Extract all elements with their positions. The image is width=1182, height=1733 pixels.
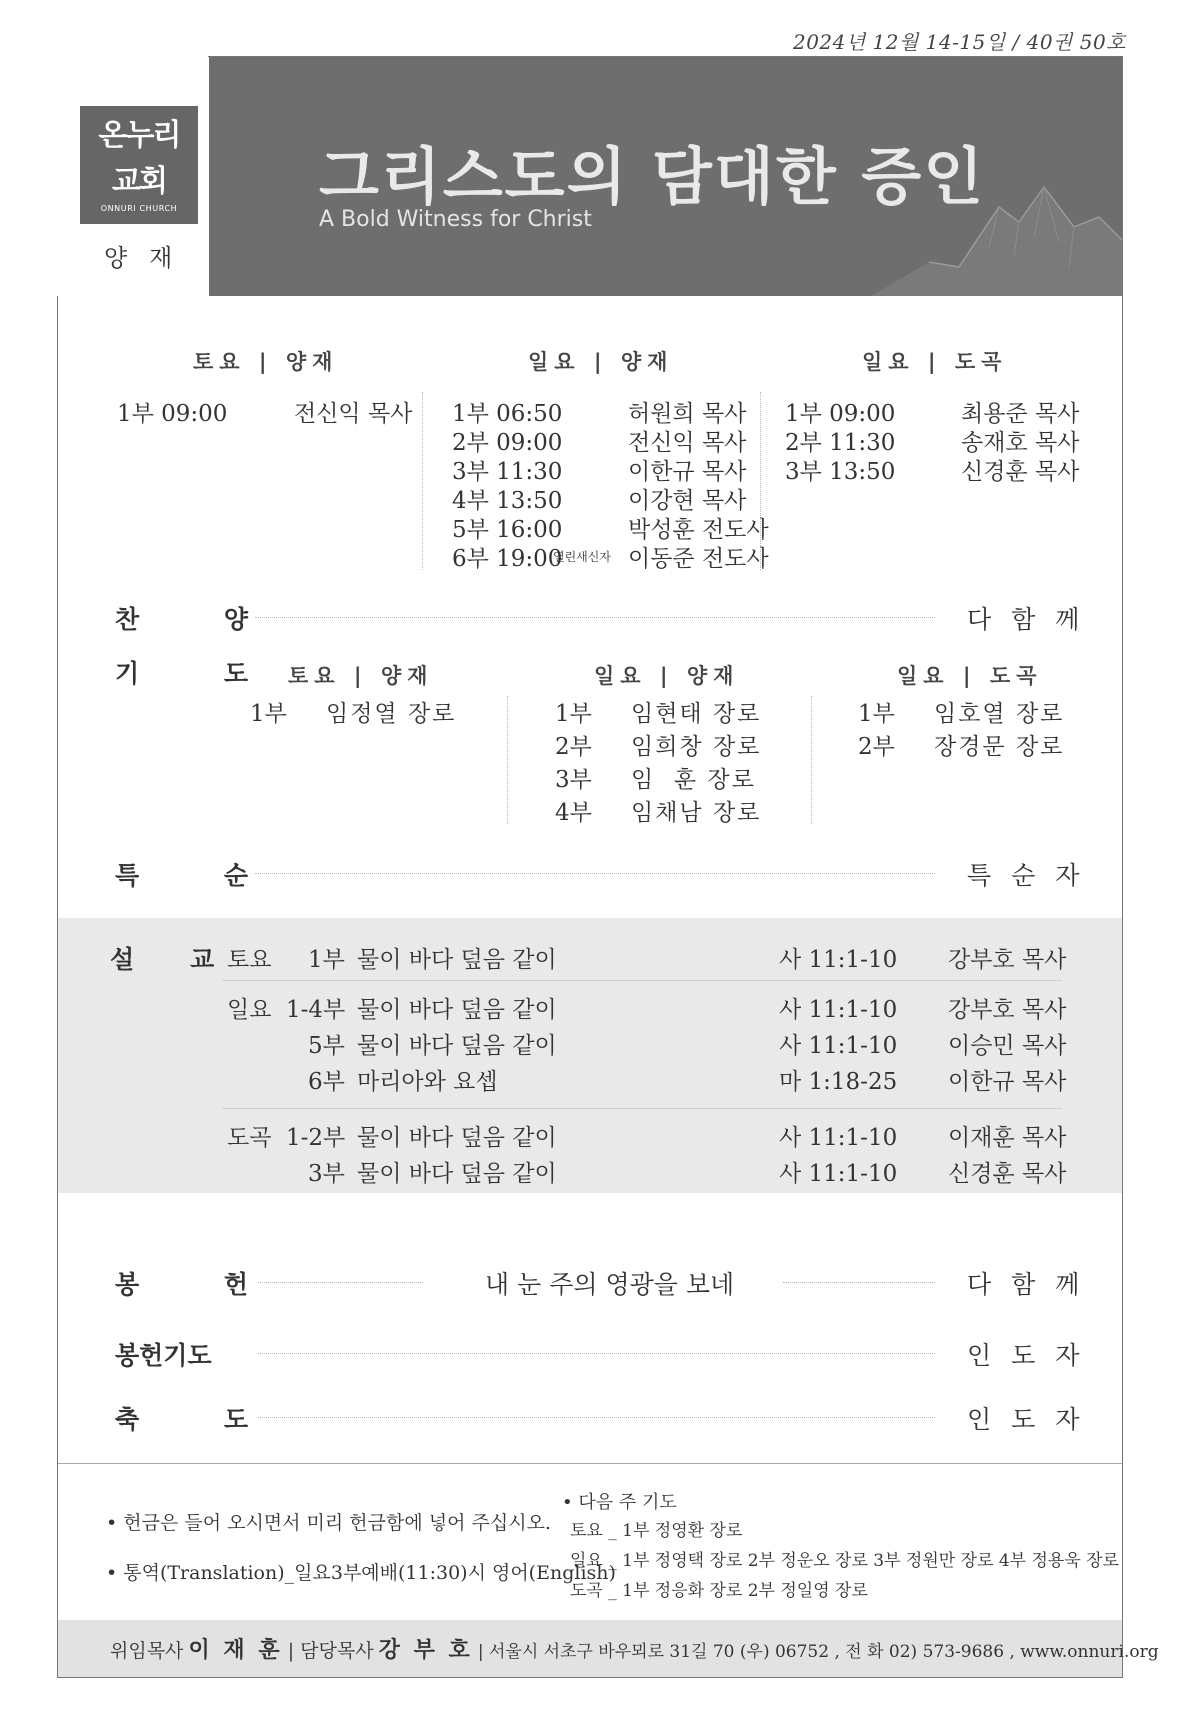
praise-label: 찬 양 bbox=[115, 605, 287, 634]
sermon-speaker: 강부호 목사 bbox=[948, 947, 1067, 973]
offering-prayer-label: 봉헌기도 bbox=[115, 1341, 212, 1370]
sermon-speaker: 이한규 목사 bbox=[948, 1069, 1067, 1095]
worship-preacher: 최용준 목사 bbox=[961, 401, 1080, 427]
worship-preacher: 전신익 목사 bbox=[294, 401, 413, 427]
senior-pastor-name: 이 재 훈 bbox=[188, 1637, 283, 1663]
worship-time: 6부 19:00 bbox=[452, 546, 563, 572]
sermon-ref: 마 1:18-25 bbox=[779, 1069, 898, 1095]
prayer-part: 2부 bbox=[858, 734, 895, 760]
worship-preacher: 신경훈 목사 bbox=[961, 459, 1080, 485]
prayer-head-sun-dogok: 일요 | 도곡 bbox=[897, 664, 1043, 688]
notice-offering: • 헌금은 들어 오시면서 미리 헌금함에 넣어 주십시오. bbox=[106, 1512, 551, 1534]
worship-head-sun-dogok: 일요 | 도곡 bbox=[862, 350, 1008, 374]
banner bbox=[209, 57, 1122, 296]
divider bbox=[811, 696, 812, 824]
special-label: 특 순 bbox=[115, 861, 287, 890]
worship-note: 열린새신자 bbox=[553, 550, 611, 564]
leader-dots bbox=[255, 617, 935, 618]
footer-line: 위임목사 이 재 훈 | 담당목사 강 부 호 | 서울시 서초구 바우뫼로 31길 70 (우) 06752 , 전 화 02) 573-9686 , www.onnuri.org bbox=[110, 1637, 1159, 1663]
prayer-part: 1부 bbox=[250, 701, 287, 727]
worship-preacher: 허원희 목사 bbox=[628, 401, 747, 427]
leader-dots bbox=[783, 1282, 935, 1283]
sermon-part: 1부 bbox=[308, 947, 345, 973]
prayer-name: 임희창 장로 bbox=[631, 734, 762, 760]
prayer-head-sun-yangjae: 일요 | 양재 bbox=[594, 664, 740, 688]
prayer-name: 임호열 장로 bbox=[934, 701, 1065, 727]
lead-pastor-role: 담당목사 bbox=[300, 1640, 374, 1662]
issue-info: 2024년 12월 14-15일 / 40권 50호 bbox=[792, 30, 1126, 54]
prayer-part: 1부 bbox=[858, 701, 895, 727]
next-week-sun: 일요 _ 1부 정영택 장로 2부 정운오 장로 3부 정원만 장로 4부 정용욱 장로 bbox=[570, 1551, 1119, 1571]
worship-head-sun-yangjae: 일요 | 양재 bbox=[528, 350, 674, 374]
sermon-speaker: 강부호 목사 bbox=[948, 997, 1067, 1023]
prayer-name: 장경문 장로 bbox=[934, 734, 1065, 760]
offering-right: 다 함 께 bbox=[967, 1270, 1086, 1299]
sermon-ref: 사 11:1-10 bbox=[779, 1033, 898, 1059]
lead-pastor-name: 강 부 호 bbox=[378, 1637, 473, 1663]
worship-preacher: 이강현 목사 bbox=[628, 488, 747, 514]
prayer-part: 1부 bbox=[555, 701, 592, 727]
leader-dots bbox=[258, 1353, 935, 1354]
campus-location: 양재 bbox=[104, 244, 195, 272]
sermon-ref: 사 11:1-10 bbox=[779, 1161, 898, 1187]
worship-time: 1부 09:00 bbox=[785, 401, 896, 427]
worship-preacher: 박성훈 전도사 bbox=[628, 517, 769, 543]
sermon-title: 물이 바다 덮음 같이 bbox=[357, 1161, 557, 1187]
sermon-title: 물이 바다 덮음 같이 bbox=[357, 947, 557, 973]
sermon-label-2: 교 bbox=[190, 945, 215, 974]
logo-en: ONNURI CHURCH bbox=[100, 204, 178, 213]
next-week-sat: 토요 _ 1부 정영환 장로 bbox=[570, 1521, 743, 1541]
sermon-day: 토요 bbox=[227, 947, 272, 973]
sermon-ref: 사 11:1-10 bbox=[779, 947, 898, 973]
praise-right: 다 함 께 bbox=[967, 605, 1086, 634]
worship-time: 1부 09:00 bbox=[117, 401, 228, 427]
special-right: 특 순 자 bbox=[967, 861, 1086, 890]
church-address: 서울시 서초구 바우뫼로 31길 70 (우) 06752 , 전 화 02) 573-9686 , www.onnuri.org bbox=[488, 1642, 1159, 1662]
divider bbox=[507, 696, 508, 824]
offering-label: 봉 헌 bbox=[115, 1270, 287, 1299]
sermon-label-1: 설 bbox=[110, 945, 135, 974]
sermon-title: 마리아와 요셉 bbox=[357, 1069, 498, 1095]
divider bbox=[58, 1463, 1122, 1464]
worship-preacher: 송재호 목사 bbox=[961, 430, 1080, 456]
sermon-ref: 사 11:1-10 bbox=[779, 997, 898, 1023]
notice-translation: • 통역(Translation)_일요3부예배(11:30)시 영어(English) bbox=[106, 1562, 616, 1584]
sermon-part: 1-4부 bbox=[286, 997, 346, 1023]
worship-time: 1부 06:50 bbox=[452, 401, 563, 427]
worship-time: 5부 16:00 bbox=[452, 517, 563, 543]
divider bbox=[222, 1108, 1062, 1109]
prayer-part: 4부 bbox=[555, 800, 592, 826]
prayer-name: 임현태 장로 bbox=[631, 701, 762, 727]
prayer-name: 임정열 장로 bbox=[326, 701, 457, 727]
prayer-label: 기 도 bbox=[115, 659, 287, 688]
worship-time: 2부 09:00 bbox=[452, 430, 563, 456]
sermon-speaker: 이승민 목사 bbox=[948, 1033, 1067, 1059]
sermon-ref: 사 11:1-10 bbox=[779, 1125, 898, 1151]
worship-time: 4부 13:50 bbox=[452, 488, 563, 514]
next-week-dogok: 도곡 _ 1부 정응화 장로 2부 정일영 장로 bbox=[570, 1581, 868, 1601]
sermon-part: 3부 bbox=[308, 1161, 345, 1187]
worship-preacher: 전신익 목사 bbox=[628, 430, 747, 456]
church-logo bbox=[80, 106, 198, 224]
sermon-part: 5부 bbox=[308, 1033, 345, 1059]
prayer-part: 2부 bbox=[555, 734, 592, 760]
sermon-part: 1-2부 bbox=[286, 1125, 346, 1151]
sermon-speaker: 이재훈 목사 bbox=[948, 1125, 1067, 1151]
logo-line2: 교회 bbox=[112, 164, 166, 199]
next-week-title: • 다음 주 기도 bbox=[562, 1492, 677, 1513]
worship-head-sat: 토요 | 양재 bbox=[193, 350, 339, 374]
leader-dots bbox=[258, 1282, 423, 1283]
leader-dots bbox=[255, 873, 935, 874]
worship-time: 2부 11:30 bbox=[785, 430, 896, 456]
sermon-title: 물이 바다 덮음 같이 bbox=[357, 1125, 557, 1151]
sermon-day: 도곡 bbox=[227, 1125, 272, 1151]
sermon-title: 물이 바다 덮음 같이 bbox=[357, 997, 557, 1023]
sermon-speaker: 신경훈 목사 bbox=[948, 1161, 1067, 1187]
sermon-title: 물이 바다 덮음 같이 bbox=[357, 1033, 557, 1059]
offering-prayer-right: 인 도 자 bbox=[967, 1341, 1086, 1370]
prayer-name: 임채남 장로 bbox=[631, 800, 762, 826]
prayer-part: 3부 bbox=[555, 767, 592, 793]
prayer-name: 임 훈 장로 bbox=[631, 767, 756, 793]
divider bbox=[422, 392, 423, 570]
benediction-label: 축 도 bbox=[115, 1405, 287, 1434]
prayer-head-sat: 토요 | 양재 bbox=[288, 664, 434, 688]
banner-title: 그리스도의 담대한 증인 bbox=[319, 140, 986, 213]
leader-dots bbox=[258, 1417, 935, 1418]
worship-time: 3부 11:30 bbox=[452, 459, 563, 485]
benediction-right: 인 도 자 bbox=[967, 1405, 1086, 1434]
senior-pastor-role: 위임목사 bbox=[110, 1640, 184, 1662]
banner-subtitle: A Bold Witness for Christ bbox=[319, 207, 592, 232]
worship-preacher: 이동준 전도사 bbox=[628, 546, 769, 572]
worship-time: 3부 13:50 bbox=[785, 459, 896, 485]
divider bbox=[222, 980, 1062, 981]
offering-song: 내 눈 주의 영광을 보네 bbox=[485, 1270, 735, 1299]
sermon-part: 6부 bbox=[308, 1069, 345, 1095]
logo-line1: 온누리 bbox=[98, 118, 180, 153]
sermon-day: 일요 bbox=[227, 997, 272, 1023]
worship-preacher: 이한규 목사 bbox=[628, 459, 747, 485]
